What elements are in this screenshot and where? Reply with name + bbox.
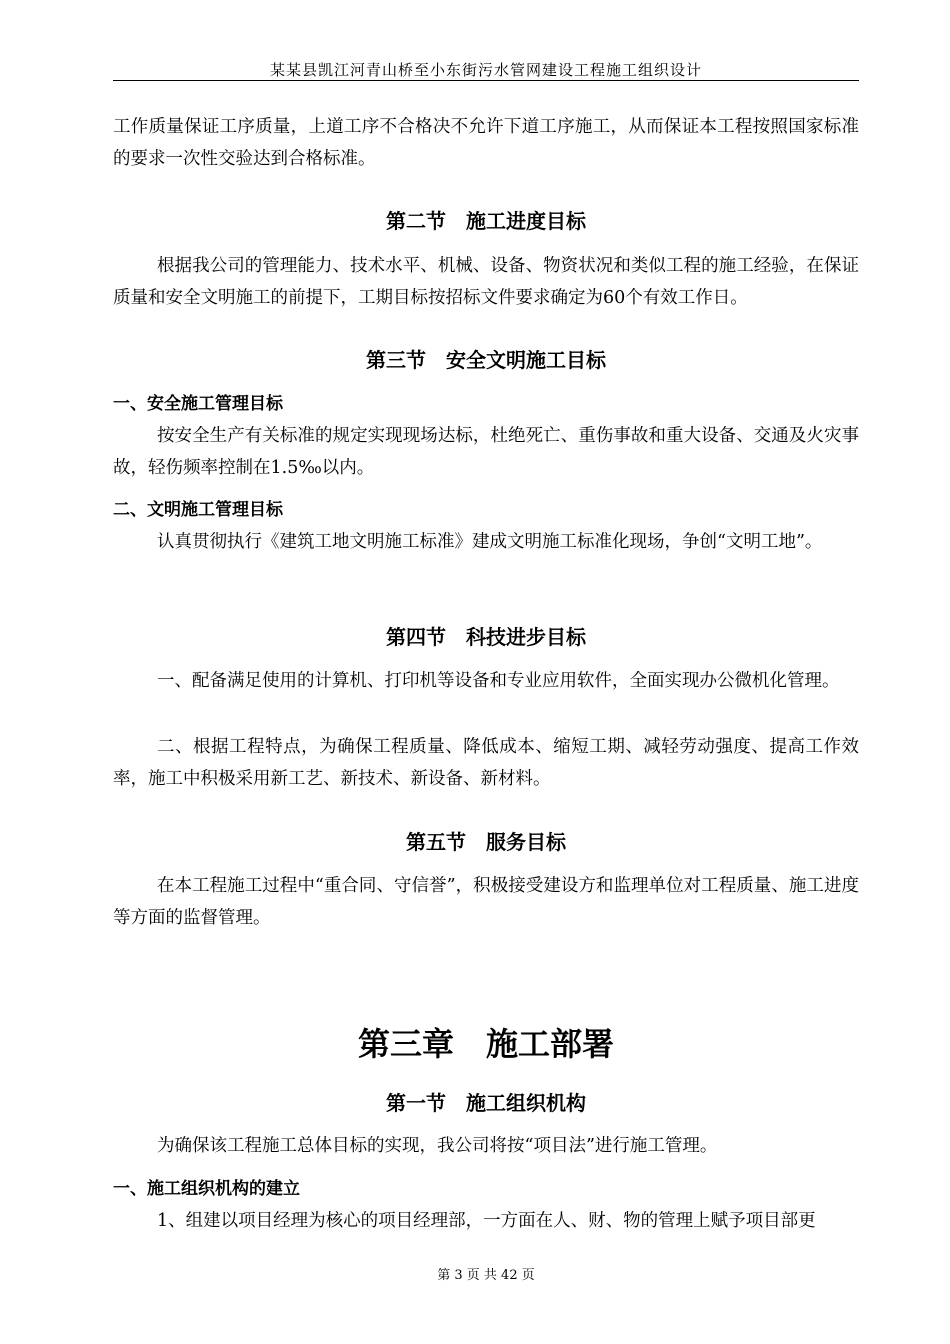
- paragraph-schedule-goal: 根据我公司的管理能力、技术水平、机械、设备、物资状况和类似工程的施工经验，在保证质量和安全文明施工的前提下，工期目标按招标文件要求确定为60个有效工作日。: [113, 256, 859, 308]
- paragraph-service-goal: 在本工程施工过程中“重合同、守信誉”，积极接受建设方和监理单位对工程质量、施工进度等方面的监督管理。: [113, 876, 859, 928]
- paragraph-technology-item-2: 二、根据工程特点，为确保工程质量、降低成本、缩短工期、减轻劳动强度、提高工作效率，施工中积极采用新工艺、新技术、新设备、新材料。: [113, 737, 859, 789]
- running-header: 某某县凯江河青山桥至小东街污水管网建设工程施工组织设计: [269, 61, 702, 79]
- subheading-safety-management: 一、安全施工管理目标: [113, 394, 283, 414]
- chapter-title: 第三章 施工部署: [357, 1025, 614, 1063]
- subheading-organization-setup: 一、施工组织机构的建立: [113, 1179, 300, 1199]
- header-rule: [113, 80, 859, 81]
- section-title-technology-goal: 第四节 科技进步目标: [386, 625, 586, 649]
- section-title-schedule-goal: 第二节 施工进度目标: [386, 209, 586, 233]
- paragraph-safety-management: 按安全生产有关标准的规定实现现场达标，杜绝死亡、重伤事故和重大设备、交通及火灾事故，轻伤频率控制在1.5‰以内。: [113, 426, 859, 478]
- subheading-civilized-construction: 二、文明施工管理目标: [113, 500, 283, 520]
- paragraph-quality-continued: 工作质量保证工序质量，上道工序不合格决不允许下道工序施工，从而保证本工程按照国家标准的要求一次性交验达到合格标准。: [113, 117, 859, 169]
- paragraph-technology-item-1: 一、配备满足使用的计算机、打印机等设备和专业应用软件，全面实现办公微机化管理。: [157, 671, 840, 691]
- paragraph-organization-item-1: 1、组建以项目经理为核心的项目经理部，一方面在人、财、物的管理上赋予项目部更: [157, 1211, 816, 1231]
- paragraph-civilized-construction: 认真贯彻执行《建筑工地文明施工标准》建成文明施工标准化现场，争创“文明工地”。: [157, 532, 823, 552]
- page-footer: 第 3 页 共 42 页: [437, 1268, 535, 1283]
- section-title-service-goal: 第五节 服务目标: [406, 830, 566, 854]
- section-title-safety-goal: 第三节 安全文明施工目标: [366, 348, 606, 372]
- paragraph-organization-intro: 为确保该工程施工总体目标的实现，我公司将按“项目法”进行施工管理。: [157, 1136, 718, 1156]
- section-title-organization: 第一节 施工组织机构: [386, 1091, 586, 1115]
